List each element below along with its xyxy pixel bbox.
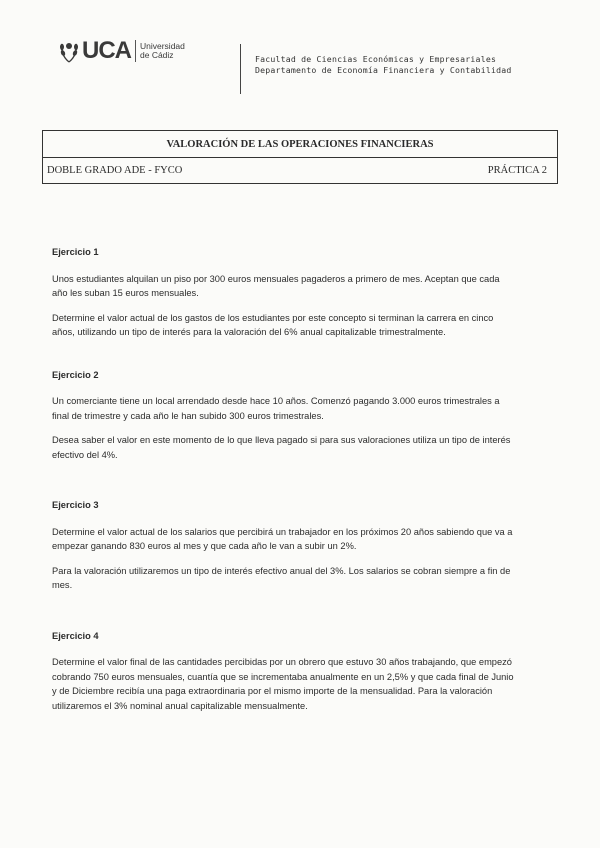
university-line-1: Universidad — [140, 41, 185, 51]
exercise-paragraph: Determine el valor actual de los gastos de los estudiantes por este concepto si terminan la carrera en cinco años, utilizando un tipo de interés para la valoración del 6% anual capitalizable trimestralmente. — [52, 312, 494, 337]
exercise-2 — [52, 368, 516, 463]
exercise-paragraph: Determine el valor final de las cantidades percibidas por un obrero que estuvo 30 años trabajando, que empezó cobrando 750 euros mensuales, cuantía que se incrementaba anualmente en un 2,5% y que cada final de Junio y de Diciembre recibía una paga extraordinaria por el mismo importe de la mensualidad. Para la valoración utilizaremos el 3% nominal anual capitalizable mensualmente. — [52, 657, 514, 711]
exercise-paragraph: Unos estudiantes alquilan un piso por 300 euros mensuales pagaderos a primero de mes. Aceptan que cada año les suban 15 euros mensuales. — [52, 273, 500, 298]
exercise-1 — [52, 245, 516, 340]
title-box — [42, 130, 558, 184]
exercise-4 — [52, 629, 516, 714]
exercise-paragraph: Determine el valor actual de los salarios que percibirá un trabajador en los próximos 20 años sabiendo que va a empezar ganando 830 euros al mes y que cada año le van a subir un 2%. — [52, 526, 513, 551]
university-logo — [58, 34, 185, 68]
degree-label: DOBLE GRADO ADE - FYCO — [47, 165, 183, 176]
practice-label: PRÁCTICA 2 — [487, 165, 547, 176]
header-divider — [240, 44, 241, 94]
exercise-title: Ejercicio 4 — [52, 630, 99, 641]
faculty-name: Facultad de Ciencias Económicas y Empresariales — [255, 54, 497, 64]
university-name — [140, 42, 185, 60]
exercise-3 — [52, 498, 516, 593]
laurel-emblem-icon — [58, 38, 80, 64]
course-row — [43, 158, 557, 183]
exercise-title: Ejercicio 2 — [52, 369, 99, 380]
exercise-paragraph: Un comerciante tiene un local arrendado desde hace 10 años. Comenzó pagando 3.000 euros trimestrales a final de trimestre y cada año le han subido 300 euros trimestrales. — [52, 396, 500, 421]
logo-wordmark: UCA — [82, 37, 131, 64]
university-line-2: de Cádiz — [140, 50, 174, 60]
faculty-heading — [255, 54, 511, 76]
exercise-title: Ejercicio 1 — [52, 247, 99, 257]
exercises-section — [52, 245, 516, 723]
department-name: Departamento de Economía Financiera y Contabilidad — [255, 65, 512, 75]
document-title: VALORACIÓN DE LAS OPERACIONES FINANCIERAS — [43, 131, 557, 158]
exercise-paragraph: Desea saber el valor en este momento de lo que lleva pagado si para sus valoraciones utiliza un tipo de interés efectivo del 4%. — [52, 435, 511, 460]
logo-divider — [135, 40, 136, 62]
exercise-paragraph: Para la valoración utilizaremos un tipo de interés efectivo anual del 3%. Los salarios se cobran siempre a fin de mes. — [52, 565, 511, 590]
exercise-title: Ejercicio 3 — [52, 500, 99, 510]
